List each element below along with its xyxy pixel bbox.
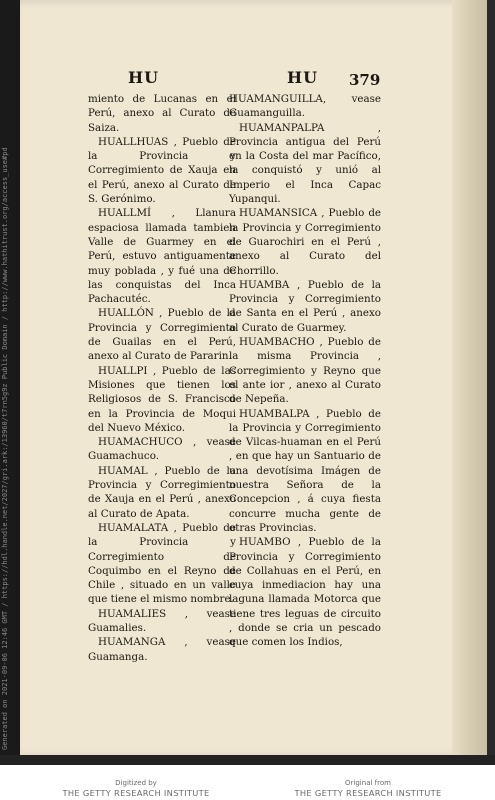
footer	[0, 765, 495, 800]
page-edge-shadow	[452, 0, 487, 758]
footer-left-caption: Digitized by	[115, 779, 157, 787]
footer-right-institution: THE GETTY RESEARCH INSTITUTE	[294, 788, 442, 798]
left-column	[88, 92, 236, 664]
dictionary-entry: HUALLÓN , Pueblo de la Provincia y Corregimiento de Guailas en el Perú, anexo al Curato de Pararin.	[88, 307, 236, 363]
right-column	[229, 92, 381, 650]
watermark-text: Generated on 2021-09-06 12:46 GMT / https://hdl.handle.net/2027/gri.ark:/13960/t7rn5g9z Public Domain / http://www.hathitrust.org/access_use#pd	[1, 147, 9, 750]
dictionary-entry: HUAMBACHO , Pueblo de la misma Provincia , Corregimiento y Reyno que el ante ior , anexo al Curato de Nepeña.	[229, 336, 381, 406]
dictionary-entry: HUAMANGUILLA, vease Guamanguilla.	[229, 93, 381, 120]
dictionary-entry: miento de Lucanas en el Perú, anexo al Curato de Saiza.	[88, 93, 236, 134]
dictionary-entry: HUAMANGA , vease Guamanga.	[88, 636, 236, 663]
hathitrust-watermark	[1, 90, 19, 750]
dictionary-entry: HUAMALATA , Pueblo de la Provincia y Corregimiento de Coquimbo en el Reyno de Chile , situado en un valle que tiene el mismo nombre.	[88, 521, 236, 606]
dictionary-entry: HUAMANSICA , Pueblo de la Provincia y Corregimiento de Guarochiri en el Perú , anexo al Curato del Chorrillo.	[229, 207, 381, 277]
footer-right-caption: Original from	[345, 779, 391, 787]
footer-left-institution: THE GETTY RESEARCH INSTITUTE	[62, 788, 210, 798]
footer-digitized-by	[36, 779, 236, 798]
dictionary-entry: HUAMANPALPA , Provincia antigua del Perú en la Costa del mar Pacífico, la conquistó y unió al Imperio el Inca Capac Yupanqui.	[229, 121, 381, 206]
footer-original-from	[268, 779, 468, 798]
dictionary-entry: HUAMALIES , vease Guamalies.	[88, 607, 236, 634]
dictionary-entry: HUAMBALPA , Pueblo de la Provincia y Corregimiento de Vilcas-huaman en el Perú , en que hay un Santuario de una devotísima Imágen de nuestra Señora de la Concepcion , á cuya fiesta concurre mucha gente de otras Provincias.	[229, 407, 381, 534]
dictionary-entry: HUAMACHUCO , vease Guamachuco.	[88, 436, 236, 463]
dictionary-entry: HUALLPI , Pueblo de las Misiones que tienen los Religiosos de S. Francisco en la Provincia de Moqui del Nuevo México.	[88, 364, 236, 434]
page-number: 379	[349, 71, 381, 89]
scan-bottom-margin	[0, 755, 495, 765]
dictionary-entry: HUALLHUAS , Pueblo de la Provincia y Corregimiento de Xauja en el Perú, anexo al Curato de S. Gerónimo.	[88, 135, 236, 206]
dictionary-entry: HUAMAL , Pueblo de la Provincia y Corregimiento de Xauja en el Perú , anexo al Curato de Apata.	[88, 464, 236, 520]
dictionary-entry: HUAMBA , Pueblo de la Provincia y Corregimiento de Santa en el Perú , anexo al Curato de Guarmey.	[229, 278, 381, 334]
scan-right-margin	[487, 0, 495, 762]
dictionary-entry: HUALLMÍ , Llanura espaciosa llamada tambien Valle de Guarmey en el Perú, estuvo antiguamente muy poblada , y fué una de las conquistas del Inca Pachacutéc.	[88, 207, 236, 306]
dictionary-entry: HUAMBO , Pueblo de la Provincia y Corregimiento de Collahuas en el Perú, en cuya inmediacion hay una laguna llamada Motorca que tiene tres leguas de circuito , donde se cria un pescado que comen los Indios,	[229, 536, 381, 649]
running-head-right: HU	[287, 68, 319, 87]
running-head-left: HU	[128, 68, 160, 87]
